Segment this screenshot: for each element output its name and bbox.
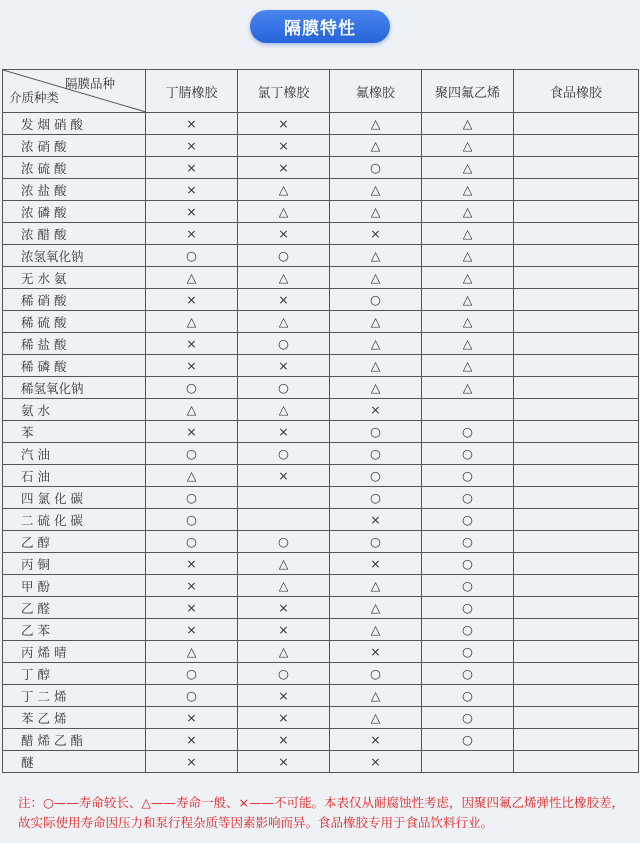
medium-label: 浓 硫 酸 — [3, 157, 146, 179]
rating-cell: △ — [330, 245, 422, 267]
table-row — [3, 113, 639, 135]
rating-cell: × — [330, 751, 422, 773]
rating-cell: △ — [238, 399, 330, 421]
rating-cell: △ — [422, 223, 514, 245]
rating-cell: ○ — [422, 487, 514, 509]
rating-cell: △ — [330, 311, 422, 333]
rating-cell: △ — [330, 113, 422, 135]
medium-label: 石 油 — [3, 465, 146, 487]
rating-cell: △ — [146, 399, 238, 421]
rating-cell: × — [238, 355, 330, 377]
rating-cell: × — [330, 399, 422, 421]
medium-label: 丙 铜 — [3, 553, 146, 575]
page-title: 隔膜特性 — [250, 10, 390, 43]
rating-cell — [422, 751, 514, 773]
rating-cell: △ — [146, 311, 238, 333]
rating-cell — [422, 399, 514, 421]
table-row — [3, 245, 639, 267]
medium-label: 乙 醇 — [3, 531, 146, 553]
rating-cell: △ — [146, 465, 238, 487]
medium-label: 稀氢氧化钠 — [3, 377, 146, 399]
rating-cell: × — [238, 223, 330, 245]
rating-cell: △ — [330, 201, 422, 223]
medium-label: 稀 磷 酸 — [3, 355, 146, 377]
rating-cell — [514, 113, 639, 135]
rating-cell: △ — [422, 201, 514, 223]
medium-label: 发 烟 硝 酸 — [3, 113, 146, 135]
rating-cell — [514, 311, 639, 333]
footnote: 注：○——寿命较长、△——寿命一般、×——不可能。本表仅从耐腐蚀性考虑，因聚四氟乙烯弹性比橡胶差，故实际使用寿命因压力和泵行程杂质等因素影响而异。食品橡胶专用于食品饮料行业。 — [18, 795, 624, 830]
rating-cell: ○ — [422, 553, 514, 575]
table-row — [3, 355, 639, 377]
rating-cell: × — [238, 707, 330, 729]
rating-cell: ○ — [238, 377, 330, 399]
medium-label: 浓 盐 酸 — [3, 179, 146, 201]
medium-label: 丁 二 烯 — [3, 685, 146, 707]
rating-cell: × — [146, 333, 238, 355]
table-row — [3, 223, 639, 245]
rating-cell: ○ — [238, 531, 330, 553]
medium-label: 氨 水 — [3, 399, 146, 421]
rating-cell: × — [146, 421, 238, 443]
rating-cell: ○ — [146, 531, 238, 553]
rating-cell — [238, 487, 330, 509]
table-row — [3, 685, 639, 707]
rating-cell: △ — [238, 641, 330, 663]
rating-cell: ○ — [330, 465, 422, 487]
rating-cell: ○ — [238, 663, 330, 685]
rating-cell: × — [146, 223, 238, 245]
rating-cell: ○ — [422, 729, 514, 751]
rating-cell — [514, 135, 639, 157]
rating-cell: ○ — [422, 619, 514, 641]
rating-cell: × — [238, 619, 330, 641]
medium-label: 无 水 氨 — [3, 267, 146, 289]
rating-cell: ○ — [422, 421, 514, 443]
rating-cell: △ — [330, 179, 422, 201]
rating-cell — [514, 179, 639, 201]
table-row — [3, 641, 639, 663]
rating-cell: ○ — [422, 663, 514, 685]
rating-cell: ○ — [422, 707, 514, 729]
rating-cell: × — [330, 553, 422, 575]
rating-cell: △ — [238, 575, 330, 597]
rating-cell — [514, 377, 639, 399]
medium-label: 苯 — [3, 421, 146, 443]
rating-cell: × — [238, 597, 330, 619]
medium-label: 甲 酚 — [3, 575, 146, 597]
rating-cell: △ — [146, 267, 238, 289]
rating-cell: × — [146, 157, 238, 179]
medium-label: 乙 苯 — [3, 619, 146, 641]
rating-cell: △ — [238, 201, 330, 223]
rating-cell: △ — [422, 355, 514, 377]
rating-cell: △ — [330, 267, 422, 289]
corner-label-diaphragm-type: 隔膜品种 — [64, 76, 115, 91]
rating-cell: × — [146, 289, 238, 311]
rating-cell — [514, 443, 639, 465]
rating-cell — [514, 289, 639, 311]
rating-cell — [514, 685, 639, 707]
rating-cell — [238, 509, 330, 531]
table-row — [3, 663, 639, 685]
rating-cell: ○ — [238, 245, 330, 267]
rating-cell — [514, 201, 639, 223]
rating-cell — [514, 663, 639, 685]
rating-cell — [514, 751, 639, 773]
table-row — [3, 729, 639, 751]
table-row — [3, 487, 639, 509]
rating-cell: △ — [422, 135, 514, 157]
rating-cell: △ — [330, 333, 422, 355]
table-row — [3, 509, 639, 531]
rating-cell — [514, 553, 639, 575]
medium-label: 苯 乙 烯 — [3, 707, 146, 729]
rating-cell — [514, 575, 639, 597]
column-header: 丁腈橡胶 — [146, 70, 238, 113]
medium-label: 浓氢氧化钠 — [3, 245, 146, 267]
rating-cell: ○ — [422, 531, 514, 553]
rating-cell: △ — [146, 641, 238, 663]
rating-cell: △ — [330, 619, 422, 641]
rating-cell: × — [146, 751, 238, 773]
column-header: 氯丁橡胶 — [238, 70, 330, 113]
rating-cell — [514, 729, 639, 751]
rating-cell: ○ — [422, 443, 514, 465]
rating-cell: ○ — [422, 641, 514, 663]
rating-cell — [514, 509, 639, 531]
medium-label: 浓 磷 酸 — [3, 201, 146, 223]
rating-cell — [514, 597, 639, 619]
table-row — [3, 135, 639, 157]
rating-cell: ○ — [238, 333, 330, 355]
rating-cell: × — [238, 289, 330, 311]
table-row — [3, 465, 639, 487]
column-header: 氟橡胶 — [330, 70, 422, 113]
rating-cell: △ — [238, 311, 330, 333]
table-row — [3, 289, 639, 311]
rating-cell: △ — [422, 289, 514, 311]
rating-cell: × — [238, 421, 330, 443]
rating-cell: ○ — [146, 443, 238, 465]
rating-cell: △ — [330, 597, 422, 619]
table-row — [3, 421, 639, 443]
header — [0, 0, 640, 58]
rating-cell — [514, 267, 639, 289]
rating-cell: × — [238, 685, 330, 707]
rating-cell — [514, 157, 639, 179]
rating-cell: △ — [422, 157, 514, 179]
rating-cell: △ — [422, 267, 514, 289]
rating-cell: △ — [422, 311, 514, 333]
rating-cell: △ — [422, 113, 514, 135]
rating-cell — [514, 531, 639, 553]
rating-cell: ○ — [422, 597, 514, 619]
rating-cell: ○ — [330, 157, 422, 179]
table-row — [3, 575, 639, 597]
table-row — [3, 311, 639, 333]
rating-cell — [514, 333, 639, 355]
rating-cell: △ — [330, 685, 422, 707]
rating-cell: × — [330, 509, 422, 531]
rating-cell: ○ — [422, 509, 514, 531]
rating-cell: ○ — [330, 289, 422, 311]
medium-label: 二 硫 化 碳 — [3, 509, 146, 531]
table-row — [3, 333, 639, 355]
table-row — [3, 157, 639, 179]
rating-cell: × — [146, 113, 238, 135]
rating-cell: △ — [238, 267, 330, 289]
table-row — [3, 399, 639, 421]
rating-cell: × — [330, 729, 422, 751]
rating-cell: × — [238, 157, 330, 179]
medium-label: 稀 硫 酸 — [3, 311, 146, 333]
rating-cell: ○ — [330, 421, 422, 443]
medium-label: 汽 油 — [3, 443, 146, 465]
rating-cell: ○ — [238, 443, 330, 465]
rating-cell: × — [238, 113, 330, 135]
rating-cell: × — [146, 619, 238, 641]
rating-cell: △ — [330, 135, 422, 157]
rating-cell: × — [238, 135, 330, 157]
rating-cell: △ — [330, 707, 422, 729]
rating-cell: △ — [422, 179, 514, 201]
table-row — [3, 597, 639, 619]
rating-cell: △ — [330, 377, 422, 399]
rating-cell: ○ — [330, 663, 422, 685]
rating-cell: ○ — [422, 685, 514, 707]
rating-cell — [514, 421, 639, 443]
rating-cell: △ — [330, 575, 422, 597]
rating-cell — [514, 641, 639, 663]
rating-cell: ○ — [146, 663, 238, 685]
table-row — [3, 201, 639, 223]
table-row — [3, 531, 639, 553]
rating-cell — [514, 707, 639, 729]
rating-cell: × — [238, 751, 330, 773]
medium-label: 醋 烯 乙 酯 — [3, 729, 146, 751]
column-header: 聚四氟乙烯 — [422, 70, 514, 113]
rating-cell: ○ — [422, 575, 514, 597]
table-row — [3, 179, 639, 201]
rating-cell: × — [146, 597, 238, 619]
rating-cell: × — [146, 355, 238, 377]
rating-cell: × — [146, 729, 238, 751]
medium-label: 浓 醋 酸 — [3, 223, 146, 245]
table-row — [3, 553, 639, 575]
rating-cell: ○ — [422, 465, 514, 487]
rating-cell: △ — [238, 179, 330, 201]
column-header: 食品橡胶 — [514, 70, 639, 113]
medium-label: 丁 醇 — [3, 663, 146, 685]
rating-cell: ○ — [146, 487, 238, 509]
rating-cell: × — [238, 465, 330, 487]
header-corner-cell — [3, 70, 146, 113]
rating-cell: × — [146, 201, 238, 223]
rating-cell: × — [238, 729, 330, 751]
rating-cell: ○ — [146, 509, 238, 531]
rating-cell: × — [146, 707, 238, 729]
medium-label: 乙 醛 — [3, 597, 146, 619]
rating-cell: × — [330, 641, 422, 663]
rating-cell: ○ — [146, 685, 238, 707]
rating-cell: △ — [422, 333, 514, 355]
rating-cell: △ — [238, 553, 330, 575]
table-row — [3, 267, 639, 289]
medium-label: 醚 — [3, 751, 146, 773]
corner-label-medium-type: 介质种类 — [9, 90, 60, 105]
rating-cell: × — [146, 553, 238, 575]
rating-cell: ○ — [146, 245, 238, 267]
rating-cell: ○ — [330, 443, 422, 465]
rating-cell: × — [146, 135, 238, 157]
table-row — [3, 707, 639, 729]
rating-cell: × — [330, 223, 422, 245]
diaphragm-properties-table — [2, 69, 639, 773]
rating-cell — [514, 355, 639, 377]
medium-label: 稀 盐 酸 — [3, 333, 146, 355]
rating-cell — [514, 465, 639, 487]
medium-label: 浓 硝 酸 — [3, 135, 146, 157]
medium-label: 稀 硝 酸 — [3, 289, 146, 311]
medium-label: 四 氯 化 碳 — [3, 487, 146, 509]
rating-cell: △ — [422, 245, 514, 267]
rating-cell: ○ — [146, 377, 238, 399]
rating-cell: △ — [330, 355, 422, 377]
rating-cell — [514, 619, 639, 641]
rating-cell: × — [146, 179, 238, 201]
table-header-row — [3, 70, 639, 113]
rating-cell — [514, 223, 639, 245]
table-row — [3, 619, 639, 641]
rating-cell — [514, 487, 639, 509]
rating-cell — [514, 399, 639, 421]
table-row — [3, 751, 639, 773]
rating-cell: △ — [422, 377, 514, 399]
table-row — [3, 377, 639, 399]
rating-cell — [514, 245, 639, 267]
medium-label: 丙 烯 晴 — [3, 641, 146, 663]
rating-cell: ○ — [330, 531, 422, 553]
table-row — [3, 443, 639, 465]
rating-cell: ○ — [330, 487, 422, 509]
rating-cell: × — [146, 575, 238, 597]
